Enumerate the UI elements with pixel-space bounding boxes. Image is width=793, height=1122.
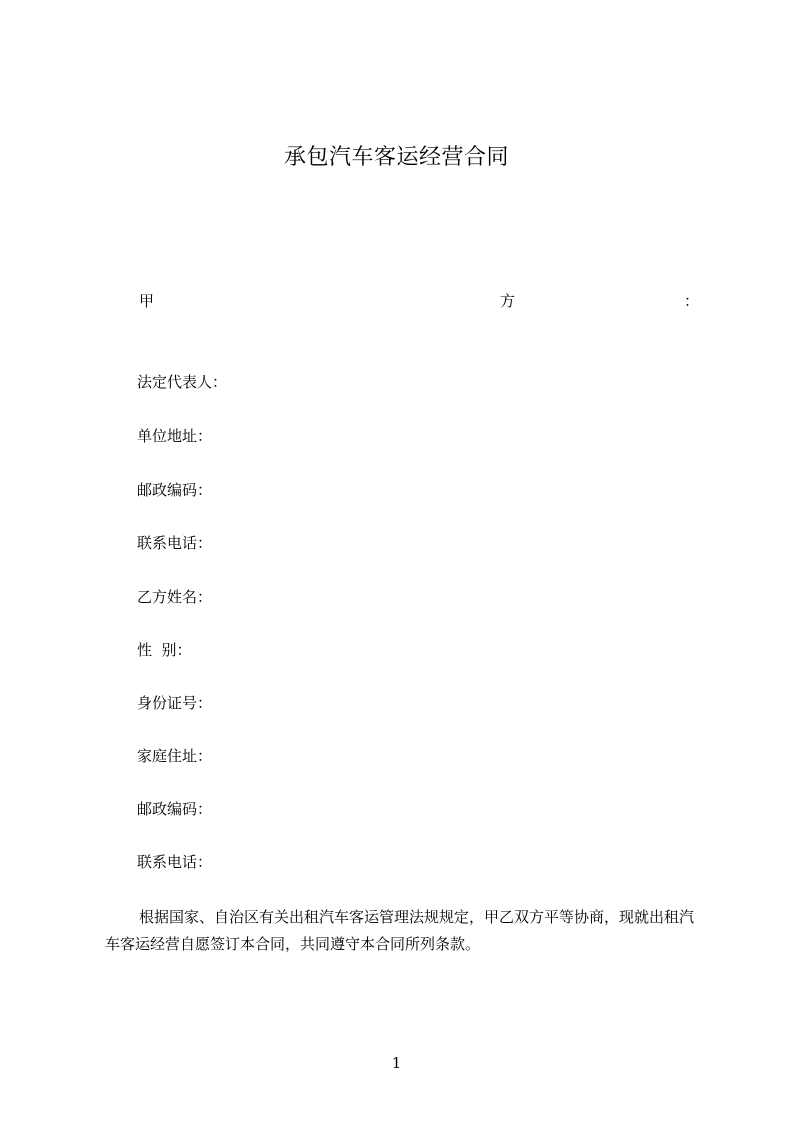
party-a-label-colon: ： (684, 292, 700, 310)
party-a-label-row (0, 290, 793, 314)
field-party-a-postal-code: 邮政编码： (137, 481, 213, 499)
document-title: 承包汽车客运经营合同 (283, 145, 509, 170)
field-company-address: 单位地址： (137, 427, 213, 445)
field-party-b-postal-code: 邮政编码： (137, 800, 213, 818)
field-home-address: 家庭住址： (137, 747, 213, 765)
party-a-label-part1: 甲 (139, 292, 155, 310)
field-party-b-name: 乙方姓名： (137, 588, 213, 606)
page-number: 1 (391, 1054, 402, 1072)
intro-paragraph: 根据国家、自治区有关出租汽车客运管理法规规定，甲乙双方平等协商，现就出租汽车客运经营自愿签订本合同，共同遵守本合同所列条款。 (105, 908, 695, 953)
field-party-a-phone: 联系电话： (137, 534, 213, 552)
field-id-number: 身份证号： (137, 694, 213, 712)
field-party-b-phone: 联系电话： (137, 853, 213, 871)
field-legal-representative: 法定代表人： (137, 373, 228, 391)
party-a-label-part2: 方 (500, 292, 516, 310)
intro-paragraph-block (105, 904, 705, 958)
field-gender: 性 别： (137, 641, 192, 659)
